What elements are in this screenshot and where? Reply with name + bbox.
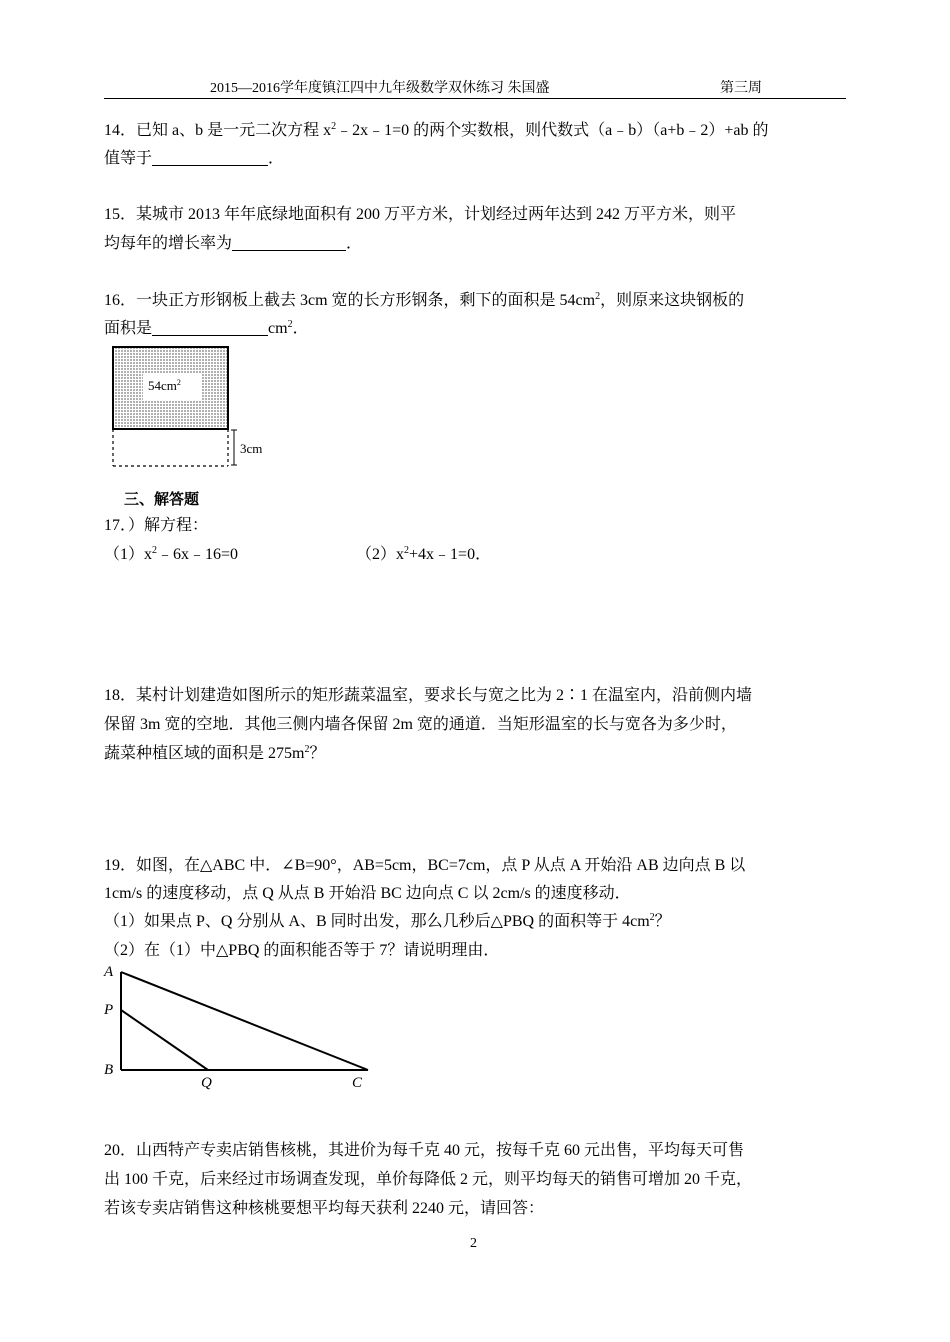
q20-line3: 若该专卖店销售这种核桃要想平均每天获利 2240 元，请回答： [104,1200,545,1217]
page-number: 2 [470,1236,477,1251]
side-AC [121,972,368,1070]
triangle-figure [100,962,380,1097]
header-week: 第三周 [720,81,762,96]
label-B: B [104,1062,114,1078]
q16-line2: 面积是 $cm^2$． [104,319,309,337]
q16-line1: 16．一块正方形钢板上截去 3cm 宽的长方形钢条，剩下的面积是 $54cm^2$，则原来这块钢板的 [104,291,745,309]
q19-line1: 19．如图，在△ABC 中．∠B=90°，AB=5cm，BC=7cm，点 P 从点 A 开始沿 AB 边向点 B 以 [104,857,746,874]
q18-line3: 蔬菜种植区域的面积是 $275m^2$？ [104,744,326,762]
width-label: 3cm [240,441,263,456]
header-rule [104,98,846,99]
answer-blank-14 [152,149,268,166]
area-label: $54cm^2$ [148,378,181,393]
steel-plate-figure [106,344,281,472]
segment-PQ [121,1010,208,1070]
label-Q: Q [201,1075,212,1091]
q17-part2: $(2)x^2+4x﹣1=0$． [356,545,492,563]
header-title: 2015—2016学年度镇江四中九年级数学双休练习 朱国盛 [210,81,550,96]
q19-part1: （1）如果点 P、Q 分别从 A、B 同时出发，那么几秒后△PBQ 的面积等于 $4cm^2$？ [104,912,671,930]
label-C: C [352,1075,363,1091]
q15-line1: 15．某城市 2013 年年底绿地面积有 200 万平方米，计划经过两年达到 242 万平方米，则平 [104,206,737,223]
q17-part1: $(1)x^2﹣6x﹣16=0$ [104,545,239,563]
answer-blank-15 [232,234,346,251]
q18-line2: 保留 3m 宽的空地．其他三侧内墙各保留 2m 宽的通道．当矩形温室的长与宽各为多少时， [104,716,737,733]
q19-line2: 1cm/s 的速度移动，点 Q 从点 B 开始沿 BC 边向点 C 以 2cm/s 的速度移动． [104,885,631,902]
q19-part2: （2）在（1）中△PBQ 的面积能否等于 7？请说明理由． [104,942,500,959]
q20-line2: 出 100 千克，后来经过市场调查发现，单价每降低 2 元，则平均每天的销售可增加 20 千克， [104,1171,753,1188]
q14-line1: 14．已知 a、b 是一元二次方程 $x^2﹣2x﹣1=0$ 的两个实数根，则代数式（a﹣b）（a+b﹣2）+ab 的 [104,121,769,139]
q15-line2: 均每年的增长率为 ． [104,235,363,252]
q17-intro: 17．）解方程： [104,517,209,534]
q18-line1: 18．某村计划建造如图所示的矩形蔬菜温室，要求长与宽之比为 2∶1 在温室内，沿前侧内墙 [104,687,753,704]
section-title: 三、解答题 [124,490,200,508]
label-A: A [104,964,114,980]
label-P: P [104,1002,114,1018]
q20-line1: 20．山西特产专卖店销售核桃，其进价为每千克 40 元，按每千克 60 元出售，平均每天可售 [104,1142,745,1159]
answer-blank-16 [152,319,268,336]
q14-line2: 值等于 ． [104,150,285,167]
